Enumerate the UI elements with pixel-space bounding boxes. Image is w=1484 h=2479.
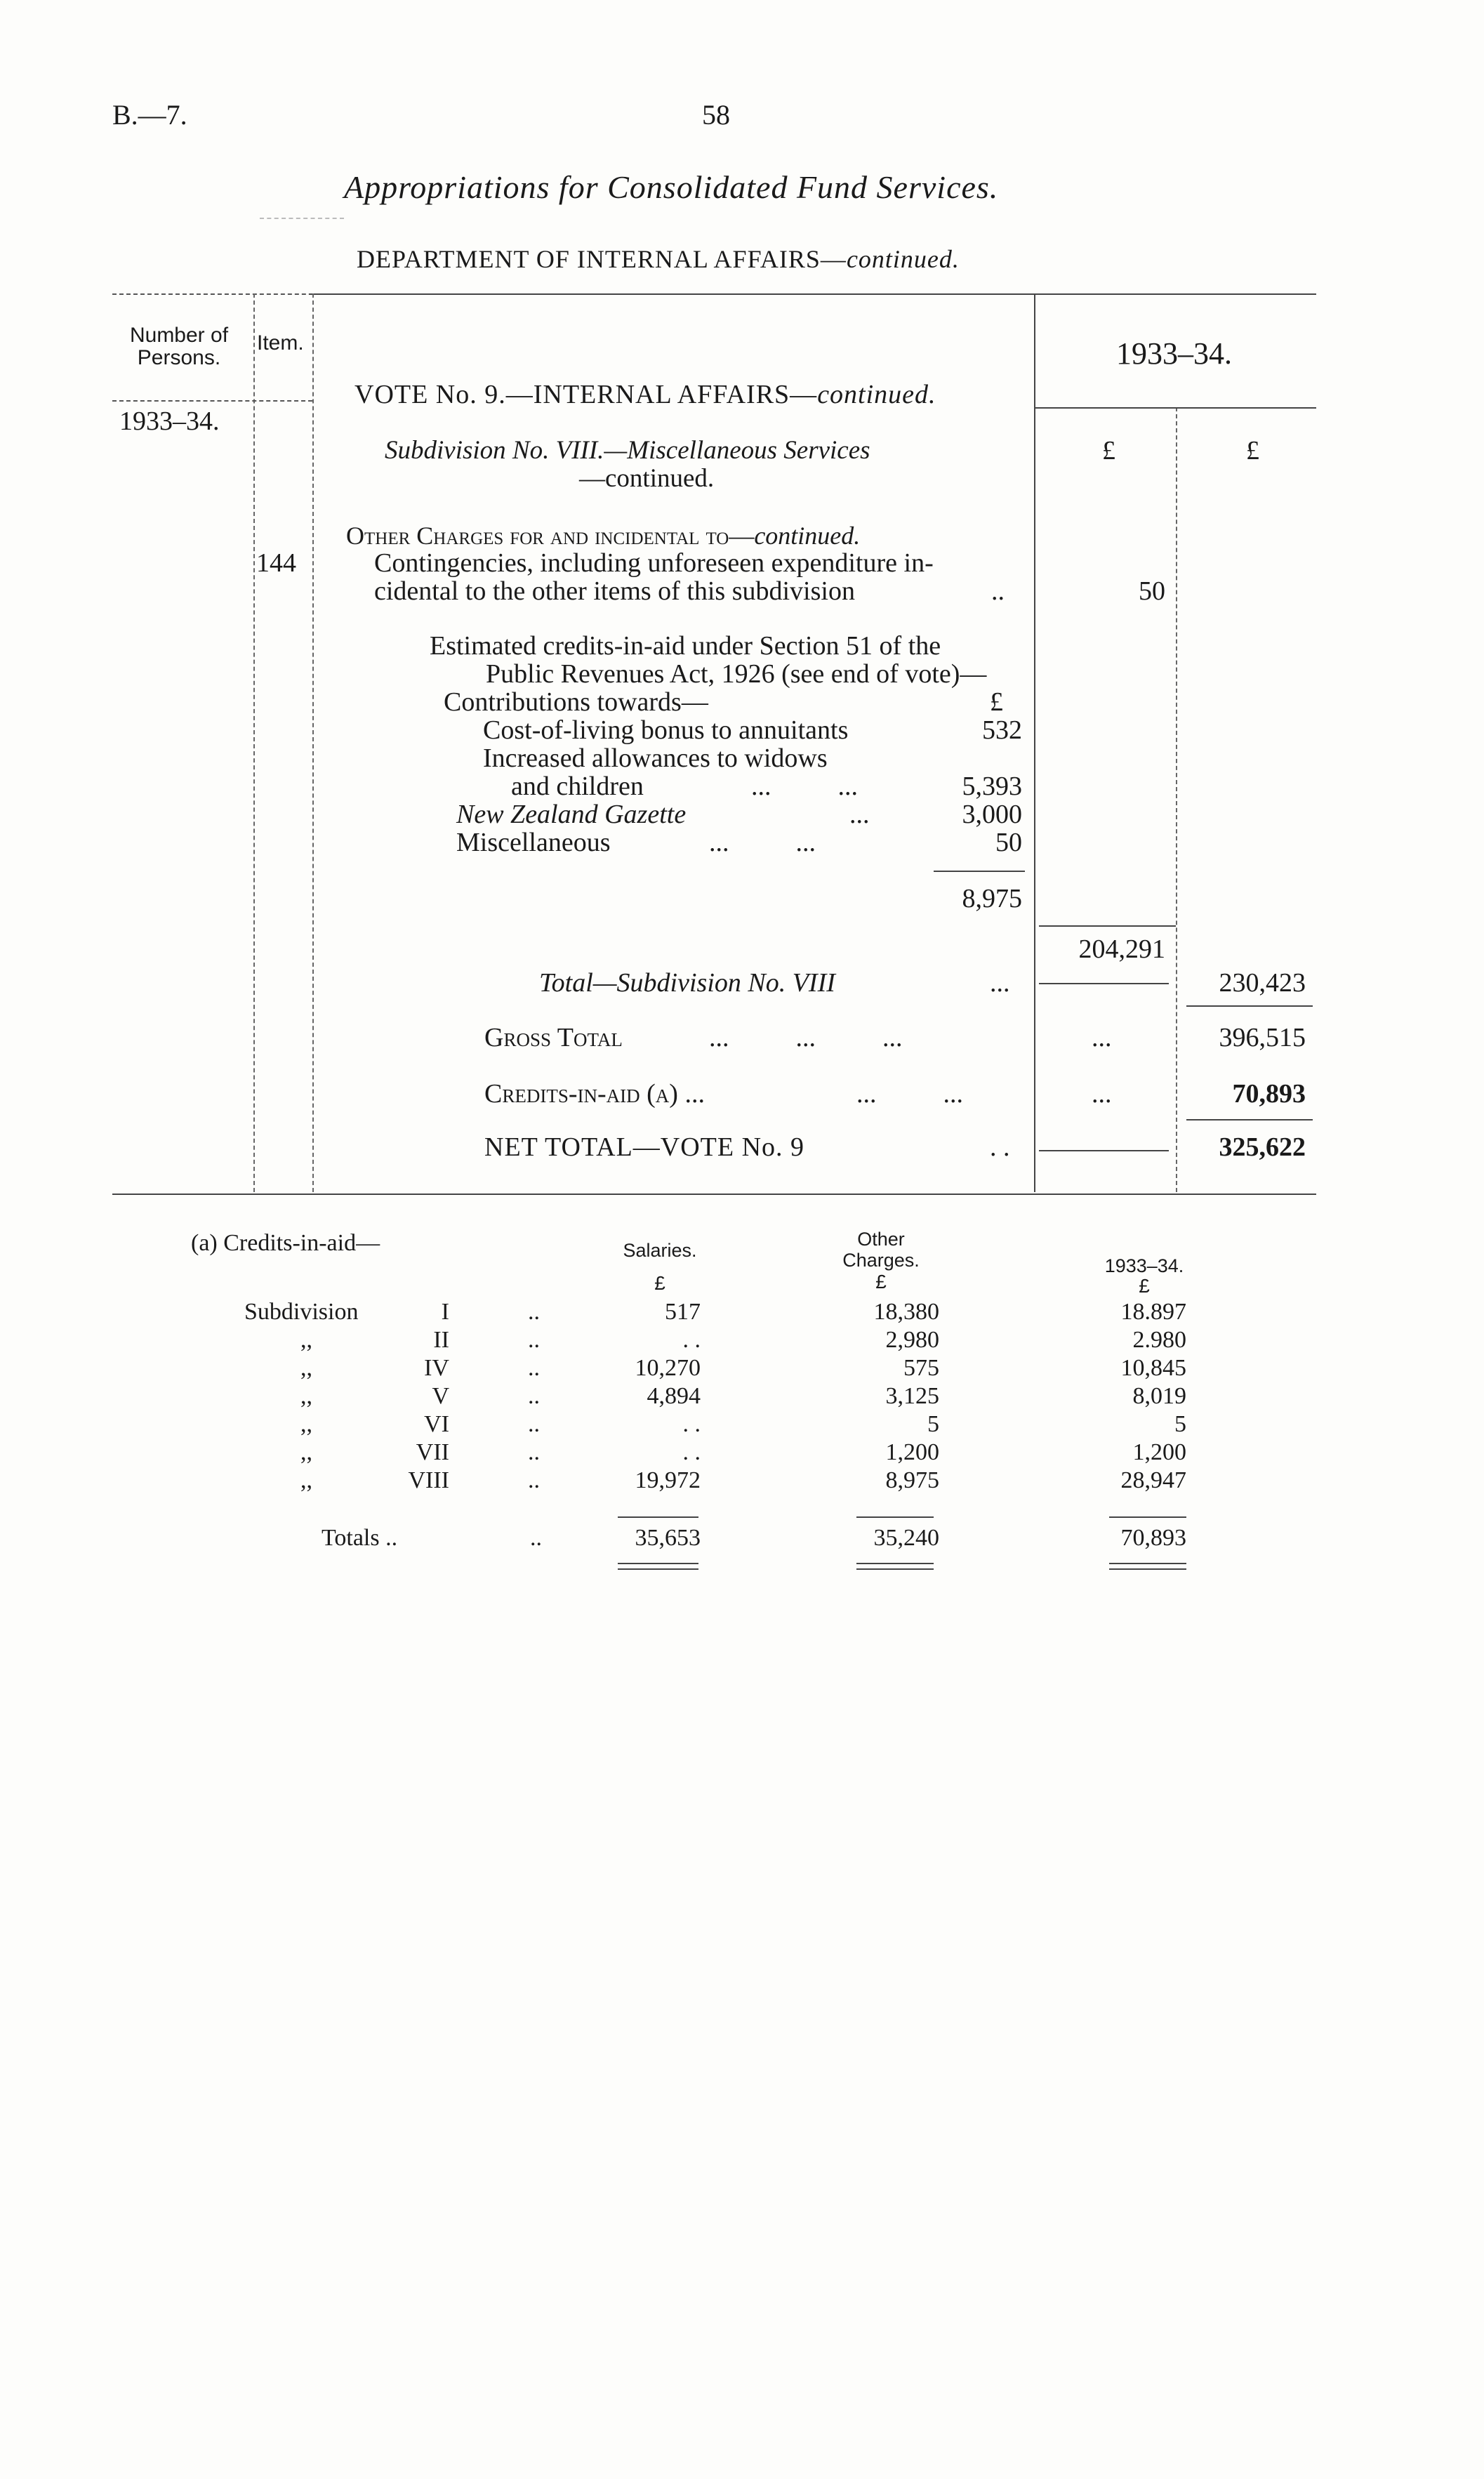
footnote-totals-salaries: 35,653 (635, 1525, 701, 1551)
credits-in-aid-col2: 70,893 (1232, 1079, 1306, 1109)
footnote-pound-other: £ (875, 1271, 887, 1293)
footnote-double-rule-other-a (856, 1563, 934, 1564)
vote-title (355, 379, 936, 410)
contribution-sum-rule (934, 871, 1025, 872)
credits-rule (1186, 1119, 1313, 1120)
page-title: Appropriations for Consolidated Fund Services. (344, 169, 999, 205)
header-number-of-persons: Number of Persons. (129, 324, 229, 369)
contribution-label-3: and children (511, 772, 644, 801)
contributions-total: 8,975 (962, 884, 1022, 913)
footnote-double-rule-salaries-b (618, 1568, 698, 1570)
credits-in-aid-text: Credits-in-aid (a) ... (484, 1079, 705, 1109)
footnote-cell-roman: VIII (408, 1467, 449, 1493)
credits-in-aid-label (484, 1078, 705, 1109)
footnote-cell-other: 18,380 (873, 1299, 939, 1325)
footnote-sum-rule-salaries (618, 1516, 698, 1518)
footnote-double-rule-year-a (1109, 1563, 1186, 1564)
other-charges-heading (346, 521, 860, 550)
net-total-dots: . . (990, 1132, 1010, 1162)
subdivision-total-dots: ... (990, 968, 1010, 998)
footnote-pound-year: £ (1139, 1275, 1150, 1297)
contributions-pound: £ (990, 687, 1003, 717)
subdivision-title-cont: —continued. (579, 464, 715, 493)
col1-subtotal-rule (1039, 925, 1176, 927)
credits-in-aid-col1: ... (1092, 1079, 1112, 1109)
footnote-header-year: 1933–34. (1104, 1255, 1184, 1276)
page-ref: B.—7. (112, 99, 187, 131)
credits-estimate-line1: Estimated credits-in-aid under Section 51 of the (430, 631, 941, 661)
footnote-cell-roman: I (441, 1299, 449, 1325)
footnote-cell-prefix: ,, (300, 1467, 312, 1493)
col-line-amount (1176, 407, 1177, 1192)
footnote-cell-salaries: 4,894 (647, 1383, 701, 1409)
contingencies-amount: 50 (1139, 576, 1165, 606)
footnote-totals-label: Totals .. (322, 1525, 398, 1551)
contingencies-dots: .. (991, 576, 1005, 606)
gross-total-col2: 396,515 (1219, 1023, 1306, 1052)
footnote-cell-dots: .. (528, 1355, 540, 1381)
footnote-header-other-1: Other (857, 1229, 905, 1250)
contingencies-line2: cidental to the other items of this subdivision (374, 576, 855, 606)
header-item: Item. (257, 331, 304, 355)
gross-total-col1: ... (1092, 1023, 1112, 1052)
contribution-amount-1: 532 (982, 715, 1022, 745)
other-charges-text: Other Charges for and incidental to— (346, 522, 755, 550)
gross-total-label (484, 1022, 623, 1053)
credits-in-aid-dots: ... ... (856, 1079, 963, 1109)
footnote-cell-dots: .. (528, 1411, 540, 1437)
subdivision-total-col1: 204,291 (1078, 934, 1165, 964)
footnote-cell-other: 3,125 (885, 1383, 939, 1409)
footnote-double-rule-other-b (856, 1568, 934, 1570)
footnote-cell-dots: .. (528, 1327, 540, 1353)
footnote-cell-salaries: . . (682, 1327, 701, 1353)
footnote-cell-other: 1,200 (885, 1439, 939, 1465)
subdivision-total-col2: 230,423 (1219, 968, 1306, 998)
footnote-cell-total: 2.980 (1132, 1327, 1186, 1353)
footnote-cell-total: 5 (1174, 1411, 1186, 1437)
footnote-cell-salaries: . . (682, 1439, 701, 1465)
pound-col2: £ (1246, 436, 1259, 465)
footnote-cell-other: 575 (903, 1355, 939, 1381)
item-144: 144 (256, 548, 296, 578)
pound-col1: £ (1102, 436, 1115, 465)
footnote-title: (a) Credits-in-aid— (191, 1230, 380, 1256)
footnote-cell-roman: IV (424, 1355, 449, 1381)
table-bottom-rule (112, 1194, 1316, 1195)
contribution-label-2: Increased allowances to widows (483, 743, 828, 773)
footnote-double-rule-year-b (1109, 1568, 1186, 1570)
vote-title-text: VOTE No. 9.—INTERNAL AFFAIRS— (355, 380, 818, 409)
contribution-label-4: New Zealand Gazette (456, 800, 687, 829)
footnote-cell-prefix: Subdivision (244, 1299, 359, 1325)
year-header-rule (1035, 407, 1316, 409)
footnote-cell-total: 10,845 (1120, 1355, 1186, 1381)
footnote-cell-prefix: ,, (300, 1439, 312, 1465)
header-year: 1933–34. (1116, 336, 1232, 371)
other-charges-continued: continued. (754, 522, 861, 550)
footnote-cell-total: 18.897 (1120, 1299, 1186, 1325)
subdivision-total-label: Total—Subdivision No. VIII (539, 968, 835, 998)
net-col1-rule (1039, 1150, 1169, 1151)
contribution-label-5: Miscellaneous (456, 828, 611, 857)
contribution-label-1: Cost-of-living bonus to annuitants (483, 715, 849, 745)
footnote-cell-roman: VI (424, 1411, 449, 1437)
footnote-cell-roman: VII (416, 1439, 449, 1465)
footnote-cell-dots: .. (528, 1299, 540, 1325)
footnote-cell-total: 28,947 (1120, 1467, 1186, 1493)
persons-header-rule (112, 400, 312, 402)
footnote-cell-dots: .. (528, 1383, 540, 1409)
footnote-sum-rule-year (1109, 1516, 1186, 1518)
footnote-cell-other: 8,975 (885, 1467, 939, 1493)
footnote-totals-other: 35,240 (873, 1525, 939, 1551)
col2-total-rule (1186, 1005, 1313, 1007)
footnote-cell-roman: II (433, 1327, 449, 1353)
footnote-header-other-2: Charges. (842, 1250, 920, 1271)
vote-title-continued: continued. (817, 380, 936, 409)
department-name: DEPARTMENT OF INTERNAL AFFAIRS— (357, 245, 847, 273)
footnote-cell-roman: V (432, 1383, 449, 1409)
table-top-rule-right (309, 293, 1316, 295)
footnote-cell-salaries: . . (682, 1411, 701, 1437)
net-total-label: NET TOTAL—VOTE No. 9 (484, 1132, 805, 1162)
footnote-cell-prefix: ,, (300, 1355, 312, 1381)
footnote-totals-dots: .. (530, 1525, 542, 1551)
department-continued: continued. (846, 245, 960, 273)
footnote-header-salaries: Salaries. (623, 1240, 697, 1261)
col-line-persons (253, 293, 255, 1192)
contribution-amount-4: 3,000 (962, 800, 1022, 829)
footnote-cell-salaries: 517 (665, 1299, 701, 1325)
footnote-cell-salaries: 10,270 (635, 1355, 701, 1381)
col1-total-rule (1039, 983, 1169, 984)
contribution-amount-3: 5,393 (962, 772, 1022, 801)
footnote-cell-total: 8,019 (1132, 1383, 1186, 1409)
contribution-dots-3: ... ... (751, 772, 858, 801)
contribution-amount-5: 50 (995, 828, 1022, 857)
subdivision-title: Subdivision No. VIII.—Miscellaneous Services (385, 436, 870, 465)
contingencies-line1: Contingencies, including unforeseen expenditure in- (374, 548, 934, 578)
contribution-dots-5: ... ... (709, 828, 816, 857)
credits-estimate-line2: Public Revenues Act, 1926 (see end of vote)— (486, 659, 987, 689)
net-total-col2: 325,622 (1219, 1132, 1306, 1162)
footnote-cell-total: 1,200 (1132, 1439, 1186, 1465)
gross-total-text: Gross Total (484, 1023, 623, 1052)
footnote-cell-salaries: 19,972 (635, 1467, 701, 1493)
contribution-dots-4: ... (849, 800, 870, 829)
footnote-cell-dots: .. (528, 1439, 540, 1465)
col-line-item (312, 293, 314, 1192)
persons-year: 1933–34. (119, 406, 220, 436)
footnote-cell-prefix: ,, (300, 1327, 312, 1353)
footnote-cell-prefix: ,, (300, 1411, 312, 1437)
gross-total-dots: ... ... ... (709, 1023, 903, 1052)
footnote-double-rule-salaries-a (618, 1563, 698, 1564)
contributions-heading: Contributions towards— (444, 687, 708, 717)
department-heading (357, 244, 960, 274)
footnote-cell-other: 2,980 (885, 1327, 939, 1353)
footnote-pound-salaries: £ (654, 1272, 665, 1294)
footnote-cell-dots: .. (528, 1467, 540, 1493)
footnote-cell-other: 5 (927, 1411, 939, 1437)
footnote-sum-rule-other (856, 1516, 934, 1518)
page-number: 58 (702, 99, 730, 131)
footnote-cell-prefix: ,, (300, 1383, 312, 1409)
title-rule (260, 218, 344, 219)
col-line-desc (1034, 293, 1035, 1192)
footnote-totals-total: 70,893 (1120, 1525, 1186, 1551)
